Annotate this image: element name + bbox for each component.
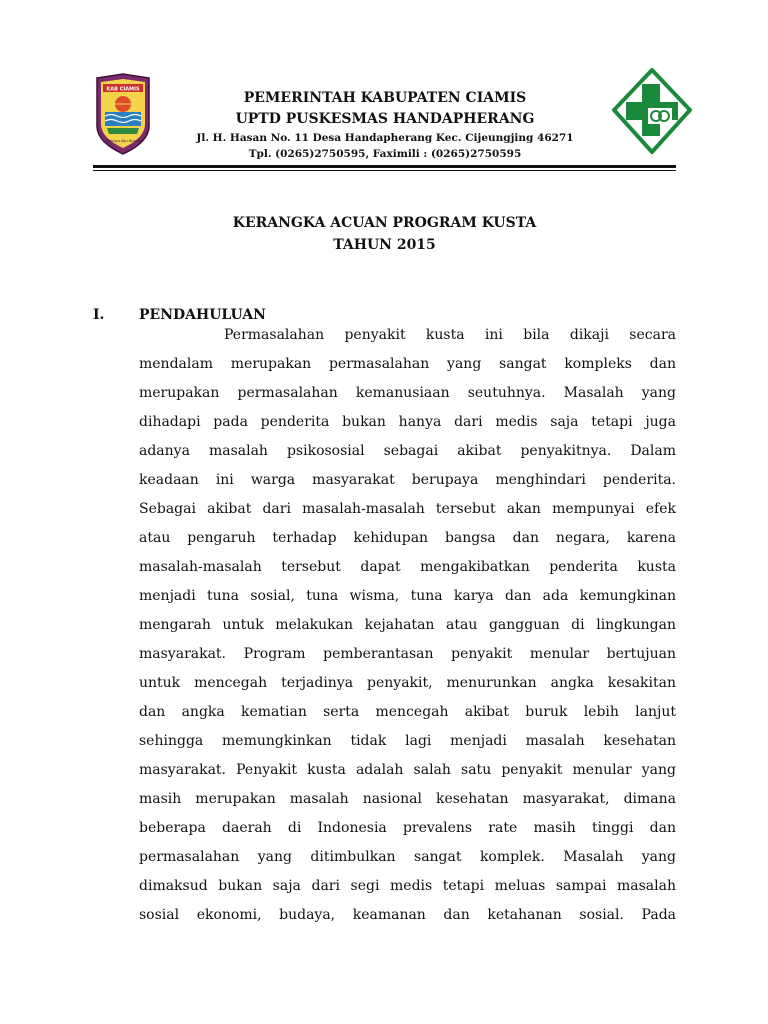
body-line: permasalahan yang ditimbulkan sangat komplek. Masalah yang [139,849,676,865]
body-line: keadaan ini warga masyarakat berupaya menghindari penderita. [139,472,676,488]
body-line: dan angka kematian serta mencegah akibat buruk lebih lanjut [139,704,676,720]
section-number: I. [93,307,105,323]
body-line: dimaksud bukan saja dari segi medis tetapi meluas sampai masalah [139,878,676,894]
government-name: PEMERINTAH KABUPATEN CIAMIS [243,90,527,106]
body-line: adanya masalah psikososial sebagai akibat penyakitnya. Dalam [139,443,676,459]
body-line: dihadapi pada penderita bukan hanya dari medis saja tetapi juga [139,414,676,430]
document-title-line2: TAHUN 2015 [333,237,436,253]
body-line: atau pengaruh terhadap kehidupan bangsa dan negara, karena [139,530,676,546]
body-line: beberapa daerah di Indonesia prevalens rate masih tinggi dan [139,820,676,836]
body-line: masyarakat. Program pemberantasan penyakit menular bertujuan [139,646,676,662]
document-title [93,212,676,256]
section-body [139,324,676,933]
body-line: masyarakat. Penyakit kusta adalah salah satu penyakit menular yang [139,762,676,778]
institution-name: UPTD PUSKESMAS HANDAPHERANG [235,111,535,127]
kabupaten-ciamis-emblem-icon [93,72,153,156]
body-line: menjadi tuna sosial, tuna wisma, tuna karya dan ada kemungkinan [139,588,676,604]
body-line: Permasalahan penyakit kusta ini bila dikaji secara [224,327,676,343]
section-title: PENDAHULUAN [139,307,266,323]
institution-phone: Tpl. (0265)2750595, Faximili : (0265)2750595 [248,148,522,160]
letterhead-divider-thick [93,165,676,168]
document-title-line1: KERANGKA ACUAN PROGRAM KUSTA [232,215,537,231]
body-line: untuk mencegah terjadinya penyakit, menurunkan angka kesakitan [139,675,676,691]
letterhead [160,88,610,162]
body-line: mengarah untuk melakukan kejahatan atau gangguan di lingkungan [139,617,676,633]
emblem-motto-text: Mahayu Ayu Buana [105,139,141,143]
emblem-banner-text: KAB CIAMIS [106,86,140,93]
body-line: sosial ekonomi, budaya, keamanan dan ketahanan sosial. Pada [139,907,676,923]
body-line: sehingga memungkinkan tidak lagi menjadi masalah kesehatan [139,733,676,749]
institution-address: Jl. H. Hasan No. 11 Desa Handapherang Kec. Cijeungjing 46271 [196,132,574,144]
body-line: masih merupakan masalah nasional kesehatan masyarakat, dimana [139,791,676,807]
body-line: Sebagai akibat dari masalah-masalah tersebut akan mempunyai efek [139,501,676,517]
body-line: masalah-masalah tersebut dapat mengakibatkan penderita kusta [139,559,676,575]
puskesmas-cross-icon [612,68,692,154]
body-line: merupakan permasalahan kemanusiaan seutuhnya. Masalah yang [139,385,676,401]
body-line: mendalam merupakan permasalahan yang sangat kompleks dan [139,356,676,372]
letterhead-divider-thin [93,170,676,171]
